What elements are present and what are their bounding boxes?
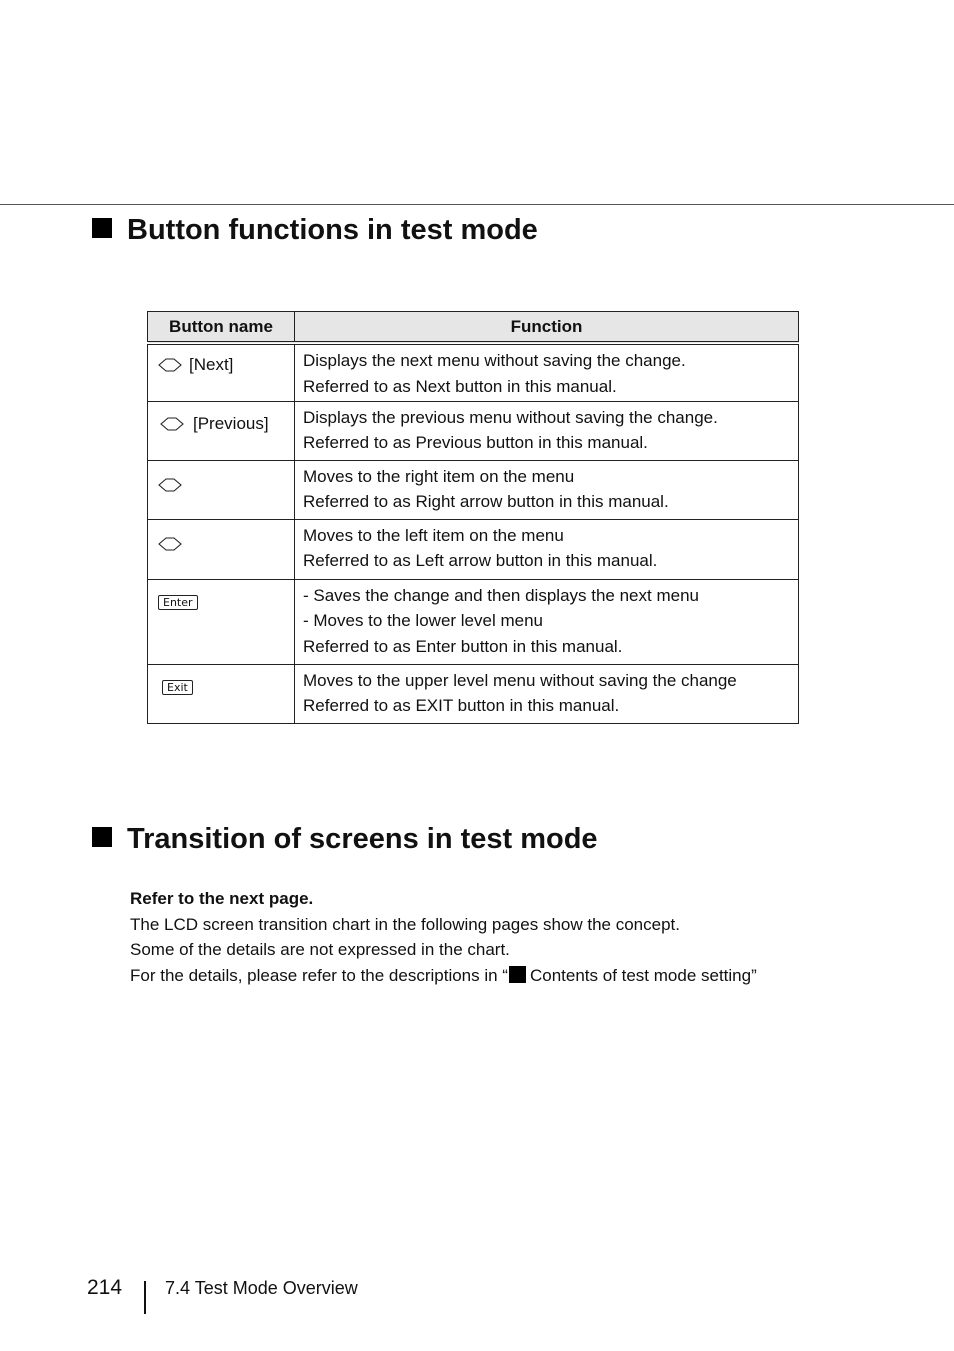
reference-link-text: Contents of test mode setting” — [529, 965, 757, 985]
square-bullet-icon — [92, 827, 112, 847]
function-line: Referred to as Left arrow button in this manual. — [303, 551, 658, 570]
button-name-label: [Previous] — [193, 413, 269, 433]
table-row — [148, 519, 799, 579]
button-name-cell — [148, 343, 295, 401]
button-name-cell — [148, 519, 295, 579]
paragraph: The LCD screen transition chart in the following pages show the concept. — [130, 914, 680, 934]
section-heading-button-functions — [92, 212, 538, 248]
table-header-row — [148, 312, 799, 344]
header-rule — [0, 204, 954, 205]
function-line: Moves to the left item on the menu — [303, 525, 564, 545]
function-line: Referred to as Previous button in this manual. — [303, 433, 648, 452]
table-row — [148, 579, 799, 664]
button-name-cell — [148, 664, 295, 723]
next-diamond-icon — [158, 358, 182, 372]
table-row — [148, 401, 799, 460]
function-line: Referred to as Enter button in this manual. — [303, 636, 623, 656]
function-line: Referred to as Next button in this manual. — [303, 376, 617, 396]
previous-diamond-icon — [160, 417, 184, 431]
function-line: Moves to the right item on the menu — [303, 466, 575, 486]
function-cell — [295, 343, 799, 401]
button-name-label: [Next] — [189, 355, 234, 374]
section-title: Button functions in test mode — [127, 214, 538, 246]
button-name-cell — [148, 460, 295, 519]
table-row — [148, 460, 799, 519]
table-row — [148, 664, 799, 723]
function-cell — [295, 519, 799, 579]
square-bullet-icon — [92, 218, 112, 238]
function-line: - Moves to the lower level menu — [303, 611, 543, 630]
function-line: Referred to as Right arrow button in this manual. — [303, 492, 669, 511]
function-cell — [295, 664, 799, 723]
paragraph: Some of the details are not expressed in the chart. — [130, 940, 510, 959]
function-line: Referred to as EXIT button in this manual. — [303, 696, 620, 715]
function-cell — [295, 401, 799, 460]
button-name-cell — [148, 579, 295, 664]
function-line: Displays the previous menu without saving the change. — [303, 407, 718, 427]
button-function-table — [147, 311, 799, 724]
enter-key-icon: Enter — [158, 595, 198, 610]
function-line: Moves to the upper level menu without saving the change — [303, 670, 737, 690]
right-arrow-diamond-icon — [158, 478, 182, 492]
section-heading-transition-of-screens — [92, 821, 598, 857]
column-header-function: Function — [295, 312, 799, 344]
left-arrow-diamond-icon — [158, 537, 182, 551]
function-line: - Saves the change and then displays the next menu — [303, 585, 699, 605]
lead-text: Refer to the next page. — [130, 889, 314, 908]
paragraph-reference — [130, 963, 757, 989]
function-cell — [295, 579, 799, 664]
column-header-button-name: Button name — [148, 312, 295, 344]
exit-key-icon: Exit — [162, 680, 193, 695]
function-line: Displays the next menu without saving the change. — [303, 351, 686, 370]
section-body — [130, 886, 757, 988]
square-bullet-icon — [509, 966, 526, 983]
page-number: 214 — [87, 1276, 123, 1299]
button-name-cell — [148, 401, 295, 460]
reference-text: For the details, please refer to the descriptions in “ — [130, 965, 508, 985]
footer-section-label: 7.4 Test Mode Overview — [165, 1278, 358, 1298]
function-cell — [295, 460, 799, 519]
section-title: Transition of screens in test mode — [127, 823, 598, 855]
footer-divider — [144, 1281, 146, 1314]
table-row — [148, 343, 799, 401]
